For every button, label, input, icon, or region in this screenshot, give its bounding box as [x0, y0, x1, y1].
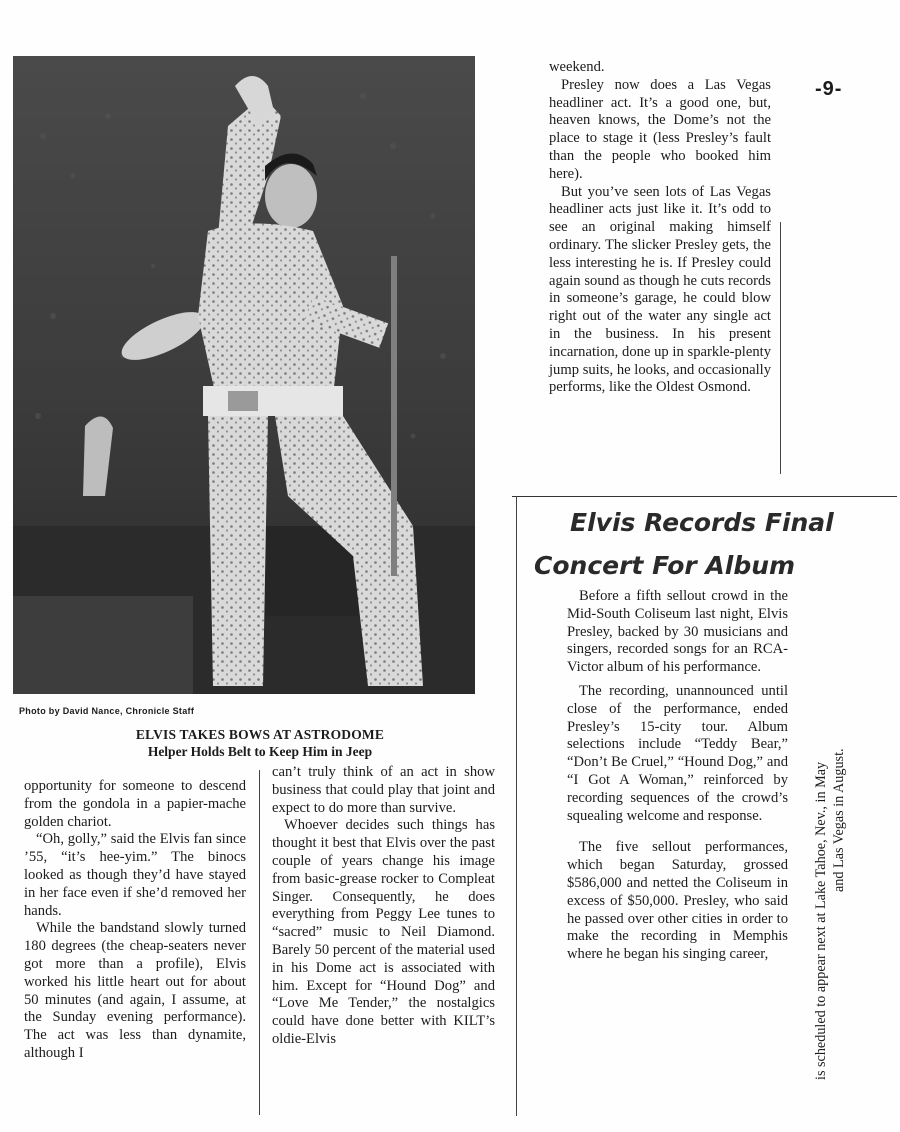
column-divider — [259, 770, 260, 1115]
column-b — [272, 764, 495, 1049]
column-b-paragraph: can’t truly think of an act in show business that could play that joint and expect to do more than survive. — [272, 764, 495, 816]
column-c-paragraph: But you’ve seen lots of Las Vegas headliner acts just like it. It’s odd to see an original making himself ordinary. The slicker Presley gets, the less interesting he is. If Presley could again sound as though he cuts records in someone’s garage, he could blow right out of the water any single act in the business. In his present incarnation, done up in sparkle-plenty jump suits, he looks, and occasionally performs, like the Oldest Osmond. — [549, 183, 771, 396]
article-paragraph: The five sellout performances, which began Saturday, grossed $586,000 and netted the Coliseum in excess of $50,000. Presley, who said he passed over other cities in order to make the recording in Memphis where he began his singing career, — [567, 839, 788, 963]
photo-caption-title: ELVIS TAKES BOWS AT ASTRODOME — [135, 727, 385, 742]
photo-credit: Photo by David Nance, Chronicle Staff — [19, 706, 195, 716]
performer-photo-illustration — [13, 56, 475, 694]
article-body — [567, 588, 788, 964]
article-headline-line-2: Concert For Album — [534, 551, 796, 580]
column-c — [549, 59, 771, 397]
concert-photo — [13, 56, 475, 694]
column-a — [24, 778, 246, 1063]
column-c-paragraph: weekend. — [549, 59, 605, 75]
article-paragraph: The recording, unannounced until close of the performance, ended Presley’s 15-city tour. Album selections include “Teddy Bear,” “Don’t Be Cruel,” “Hound Dog,” and “I Got A Woman,” reinforced by recording sequences of the crowd’s squealing welcome and response. — [567, 682, 788, 824]
photo-caption-subtitle: Helper Holds Belt to Keep Him in Jeep — [147, 744, 373, 759]
side-note-line-1: is scheduled to appear next at Lake Tahoe, Nev., in May — [813, 761, 829, 1080]
column-divider — [780, 222, 781, 474]
side-note-line-2: and Las Vegas in August. — [831, 748, 847, 892]
column-a-paragraph: opportunity for someone to descend from the gondola in a papier-mache golden chariot. — [24, 778, 246, 830]
column-b-paragraph: Whoever decides such things has thought it best that Elvis over the past couple of years change his image from basic-grease rocker to Compleat Singer. Consequently, he does everything from Peggy Lee tunes to “sacred” music to Neil Diamond. Barely 50 percent of the material used in his Dome act is associated with him. Except for “Hound Dog” and “Love Me Tender,” the nostalgics could have done better with KILT’s oldie-Elvis — [272, 817, 495, 1047]
article-box-left-rule — [516, 496, 517, 1116]
page-number: -9- — [815, 78, 843, 100]
article-headline-line-1: Elvis Records Final — [570, 508, 834, 537]
article-paragraph: Before a fifth sellout crowd in the Mid-South Coliseum last night, Elvis Presley, backed by 30 musicians and singers, recorded songs for an RCA-Victor album of his performance. — [567, 588, 788, 676]
column-a-paragraph: “Oh, golly,” said the Elvis fan since ’55, “it’s hee-yim.” The binocs looked as though they’d have stayed in her face even if she’d removed her hands. — [24, 831, 246, 919]
column-a-paragraph: While the bandstand slowly turned 180 degrees (the cheap-seaters never got more than a profile), Elvis worked his little heart out for about 50 minutes (and again, I assume, at the Sunday evening performance). The act was less than dynamite, although I — [24, 920, 246, 1061]
article-box-top-rule — [512, 496, 897, 497]
column-c-paragraph: Presley now does a Las Vegas headliner act. It’s a good one, but, heaven knows, the Dome’s not the place to stage it (less Presley’s fault than the people who booked him here). — [549, 76, 771, 182]
